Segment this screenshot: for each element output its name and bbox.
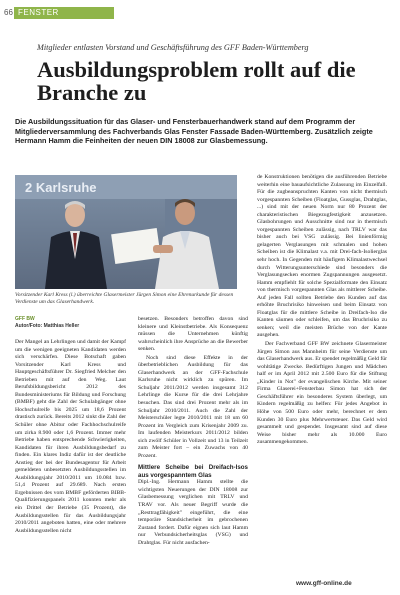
section-label: FENSTER <box>18 8 59 17</box>
article-headline: Ausbildungsproblem rollt auf die Branche zu <box>37 57 356 105</box>
body-column-2 <box>138 316 248 548</box>
credit-author: Autor/Foto: Matthias Heller <box>15 323 80 329</box>
body-column-3 <box>257 174 387 448</box>
body-paragraph: Der Mangel an Lehrlingen und damit der Kampf um die wenigen geeigneten Kandidaten werden sich verschärfen. Diese Botschaft gaben Vorsitzender Karl Kress und Hauptgeschäftsführer Dr. Siegfried Melcher den Betrieben mit auf den Weg. Laut Berufsbildungsbericht 2012 des Bundesministeriums für Bildung und Forschung (BMBF) geht die Zahl der Schulabgänger ohne Hochschulreife bis 2025 um 18,6 Prozent drastisch zurück. Bereits 2012 sinkt die Zahl der Schüler ohne Abitur oder Fachhochschulreife um zirka 8.900 oder 1,6 Prozent. Immer mehr Betriebe haben entsprechende Schwierigkeiten, Kandidaten für ihren Ausbildungsbedarf zu finden. Ein klares Indiz dafür ist der deutliche Anstieg der bei der Bundesagentur für Arbeit gemeldeten unbesetzten Ausbildungsstellen im Ausbildungsjahr 2010/2011 um 10.084 bzw. 51,4 Prozent auf 29.689. Nach ersten Ergebnissen des vom BMBF geförderten BIBB-Qualifizierungspanels 2011 konnten mehr als ein Drittel der Betriebe (35 Prozent), die Ausbildungsstellen für das Ausbildungsjahr 2010/2011 angeboten hatten, eine oder mehrere Ausbildungsstellen nicht <box>15 339 126 534</box>
credit-organization: GFF BW <box>15 316 35 322</box>
page-number: 66 <box>4 8 13 17</box>
body-paragraph: besetzen. Besonders betroffen davon sind kleinere und Kleinstbetriebe. Als Konsequenz müssen die Unternehmen künftig wahrscheinlich ihre Ansprüche an die Bewerber senken. <box>138 316 248 353</box>
photo-banner-text: 2 Karlsruhe <box>25 180 97 195</box>
photo-caption: Vorsitzender Karl Kress (l.) überreichte Glasermeister Jürgen Simon eine Ehrenurkunde für dessen Verdienste um das Glaserhandwerk. <box>15 292 234 306</box>
body-paragraph: Dipl.-Ing. Hermann Hamm stellte die wichtigsten Neuerungen der DIN 18008 zur Glasbemessung verglichen mit TRLV und TRAV vor. Als neuer Begriff wurde die „Resttragfähigkeit" eingeführt, die eine temporäre Standsicherheit im gebrochenen Zustand fordert. Dafür eignen sich laut Hamm nur Verbundsicherheitsglas (VSG) und Drahtglas. Für nicht ausfachen- <box>138 479 248 546</box>
body-paragraph: de Konstruktionen benötigen die ausführenden Betriebe weiterhin eine bauaufsichtliche Zulassung im Einzelfall. Für die zugbeanspruchten Kanten von nicht thermisch vorgespannten Scheiben (Floatglas, Gussglas, Drahtglas, ...) sind mit der neuen Norm nur 80 Prozent der charakteristischen Biegezugfestigkeit anzusetzen. Glasbohrungen und Ausschnitte sind nur in thermisch vorgespannten Scheiben zulässig, nach TRLV war das bisher auch bei VSG zulässig. Bei linienförmig gelagerten Verglasungen mit schmalen und hohen Scheiben ist die Klimalast v.a. mit Drei-fach-Isolierglas sehr hoch. In Gegenden mit häufigem Klimalastwechsel durch Witterungsunterschiede sind besonders die Verglasungsecken enormen Zugspannungen ausgesetzt. Hamm empfiehlt für solche Spezialformate den Einsatz von thermisch vorgespannten Glas als mittlerer Scheibe. Auf jeden Fall sollten Betriebe den Kunden auf das erhöhte Bruchrisiko hinweisen und beim Einsatz von Floatglas für die mittlere Scheibe in Dreifach-Iso die Kanten säumen oder schleifen, um das Bruchrisiko zu senken; weil die meisten Brüche von der Kante ausgehen. <box>257 174 387 339</box>
body-column-1 <box>15 339 126 536</box>
body-paragraph: Der Fachverband GFF BW zeichnete Glasermeister Jürgen Simon aus Mannheim für seine Verdienste um das Glaserhandwerk aus. Er spendet regelmäßig Geld für wohltätige Zwecke. Bedürftigen Jungen und Mädchen half er im April 2012 mit 2.500 Euro für die Stiftung „Kinder in Not" der evangelischen Kirche. Mit seiner Firma Glaserei+Fensterbau Simon hat sich der Geschäftsführer ein besonderes System überlegt, um Kindern regelmäßig zu helfen: Für jedes Angebot in Höhe von 500 Euro oder mehr, berechnet er dem Kunden 30 Euro plus Mehrwertsteuer. Das Geld wird gesammelt und gespendet. Insgesamt sind auf diese Weise bisher mehr als 10.000 Euro zusammengekommen. <box>257 341 387 446</box>
subheading: Mittlere Scheibe bei Dreifach-Isos aus vorgespanntem Glas <box>138 464 248 479</box>
article-intro: Die Ausbildungssituation für das Glaser- und Fensterbauerhandwerk stand auf dem Programm der Mitgliederversammlung des Fachverbands Glas Fenster Fassade Baden-Württemberg. Zusätzlich zeigte Hermann Hamm die Feinheiten der neuen DIN 18008 zur Glasbemessung. <box>15 117 373 146</box>
article-kicker: Mitglieder entlasten Vorstand und Geschäftsführung des GFF Baden-Württemberg <box>37 43 309 52</box>
award-photo-illustration <box>15 175 237 289</box>
award-photo <box>15 175 237 289</box>
footer-url[interactable]: www.gff-online.de <box>296 580 352 587</box>
body-paragraph: Noch sind diese Effekte in der überbetrieblichen Ausbildung für das Glaserhandwerk an der GFF-Fachschule Karlsruhe nicht wirklich zu spüren. Im Schuljahr 2011/2012 werden insgesamt 312 Lehrlinge die Kurse für die drei Lehrjahre besuchen. Das sind drei Prozent mehr als im Schuljahr 2010/2011. Auch die Zahl der Meisterschüler legte 2010/2011 mit 18 um 60 Prozent im Vergleich zum Krisenjahr 2009 zu. Im laufenden Meisterkurs 2011/2012 bilden sich zwölf Schüler in Vollzeit und 13 in Teilzeit zum Meister fort – ein Zuwachs von 40 Prozent. <box>138 354 248 459</box>
